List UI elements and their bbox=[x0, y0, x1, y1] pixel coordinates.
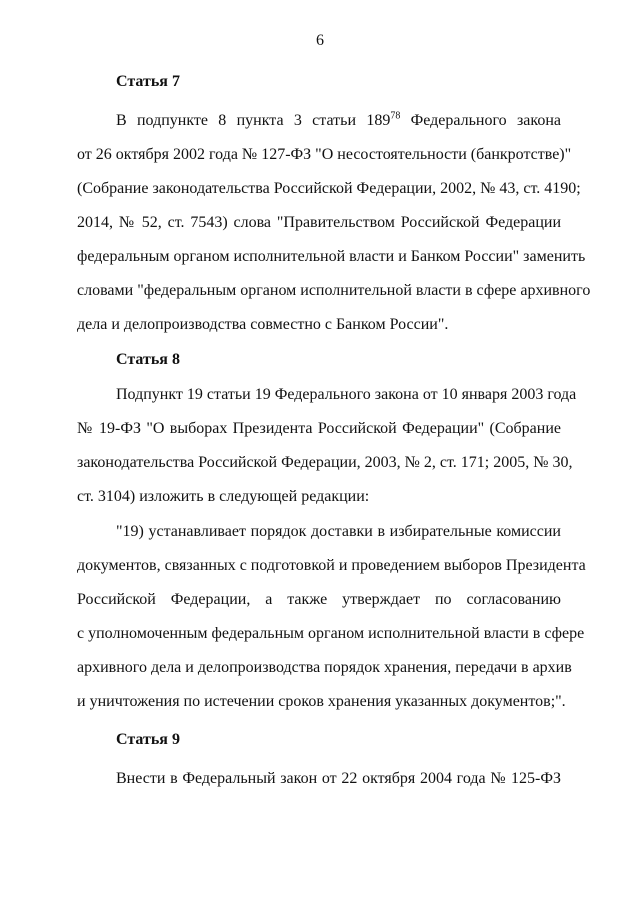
article-8-line-8: с уполномоченным федеральным органом исполнительной власти в сфере bbox=[77, 625, 585, 642]
article-9-title: Статья 9 bbox=[116, 731, 180, 748]
article-7-title: Статья 7 bbox=[116, 73, 180, 90]
article-7-line-7: дела и делопроизводства совместно с Банком России". bbox=[77, 316, 449, 333]
article-7-line-2: от 26 октября 2002 года № 127-ФЗ "О несостоятельности (банкротстве)" bbox=[77, 146, 572, 163]
article-8-line-5: "19) устанавливает порядок доставки в избирательные комиссии bbox=[116, 523, 561, 540]
article-8-line-1: Подпункт 19 статьи 19 Федерального закона от 10 января 2003 года bbox=[116, 386, 577, 403]
article-8-line-10: и уничтожения по истечении сроков хранения указанных документов;". bbox=[77, 693, 566, 710]
article-7-line-5: федеральным органом исполнительной власти и Банком России" заменить bbox=[77, 248, 586, 265]
article-8-title: Статья 8 bbox=[116, 351, 180, 368]
article-7-line-6: словами "федеральным органом исполнительной власти в сфере архивного bbox=[77, 282, 591, 299]
article-8-line-6: документов, связанных с подготовкой и проведением выборов Президента bbox=[77, 557, 586, 574]
article-8-line-2: № 19-ФЗ "О выборах Президента Российской Федерации" (Собрание bbox=[77, 420, 561, 437]
article-7-line-3: (Собрание законодательства Российской Федерации, 2002, № 43, ст. 4190; bbox=[77, 180, 581, 197]
article-8-line-3: законодательства Российской Федерации, 2003, № 2, ст. 171; 2005, № 30, bbox=[77, 454, 573, 471]
article-9-line-1: Внести в Федеральный закон от 22 октября 2004 года № 125-ФЗ bbox=[116, 770, 561, 787]
page-number: 6 bbox=[316, 32, 324, 49]
article-8-line-9: архивного дела и делопроизводства порядок хранения, передачи в архив bbox=[77, 659, 572, 676]
article-7-line-4: 2014, № 52, ст. 7543) слова "Правительством Российской Федерации bbox=[77, 214, 561, 231]
article-8-line-7: Российской Федерации, а также утверждает по согласованию bbox=[77, 591, 561, 608]
article-8-line-4: ст. 3104) изложить в следующей редакции: bbox=[77, 488, 370, 505]
article-7-line-1: В подпункте 8 пункта 3 статьи $189^{78}$ Федерального закона bbox=[116, 110, 562, 129]
